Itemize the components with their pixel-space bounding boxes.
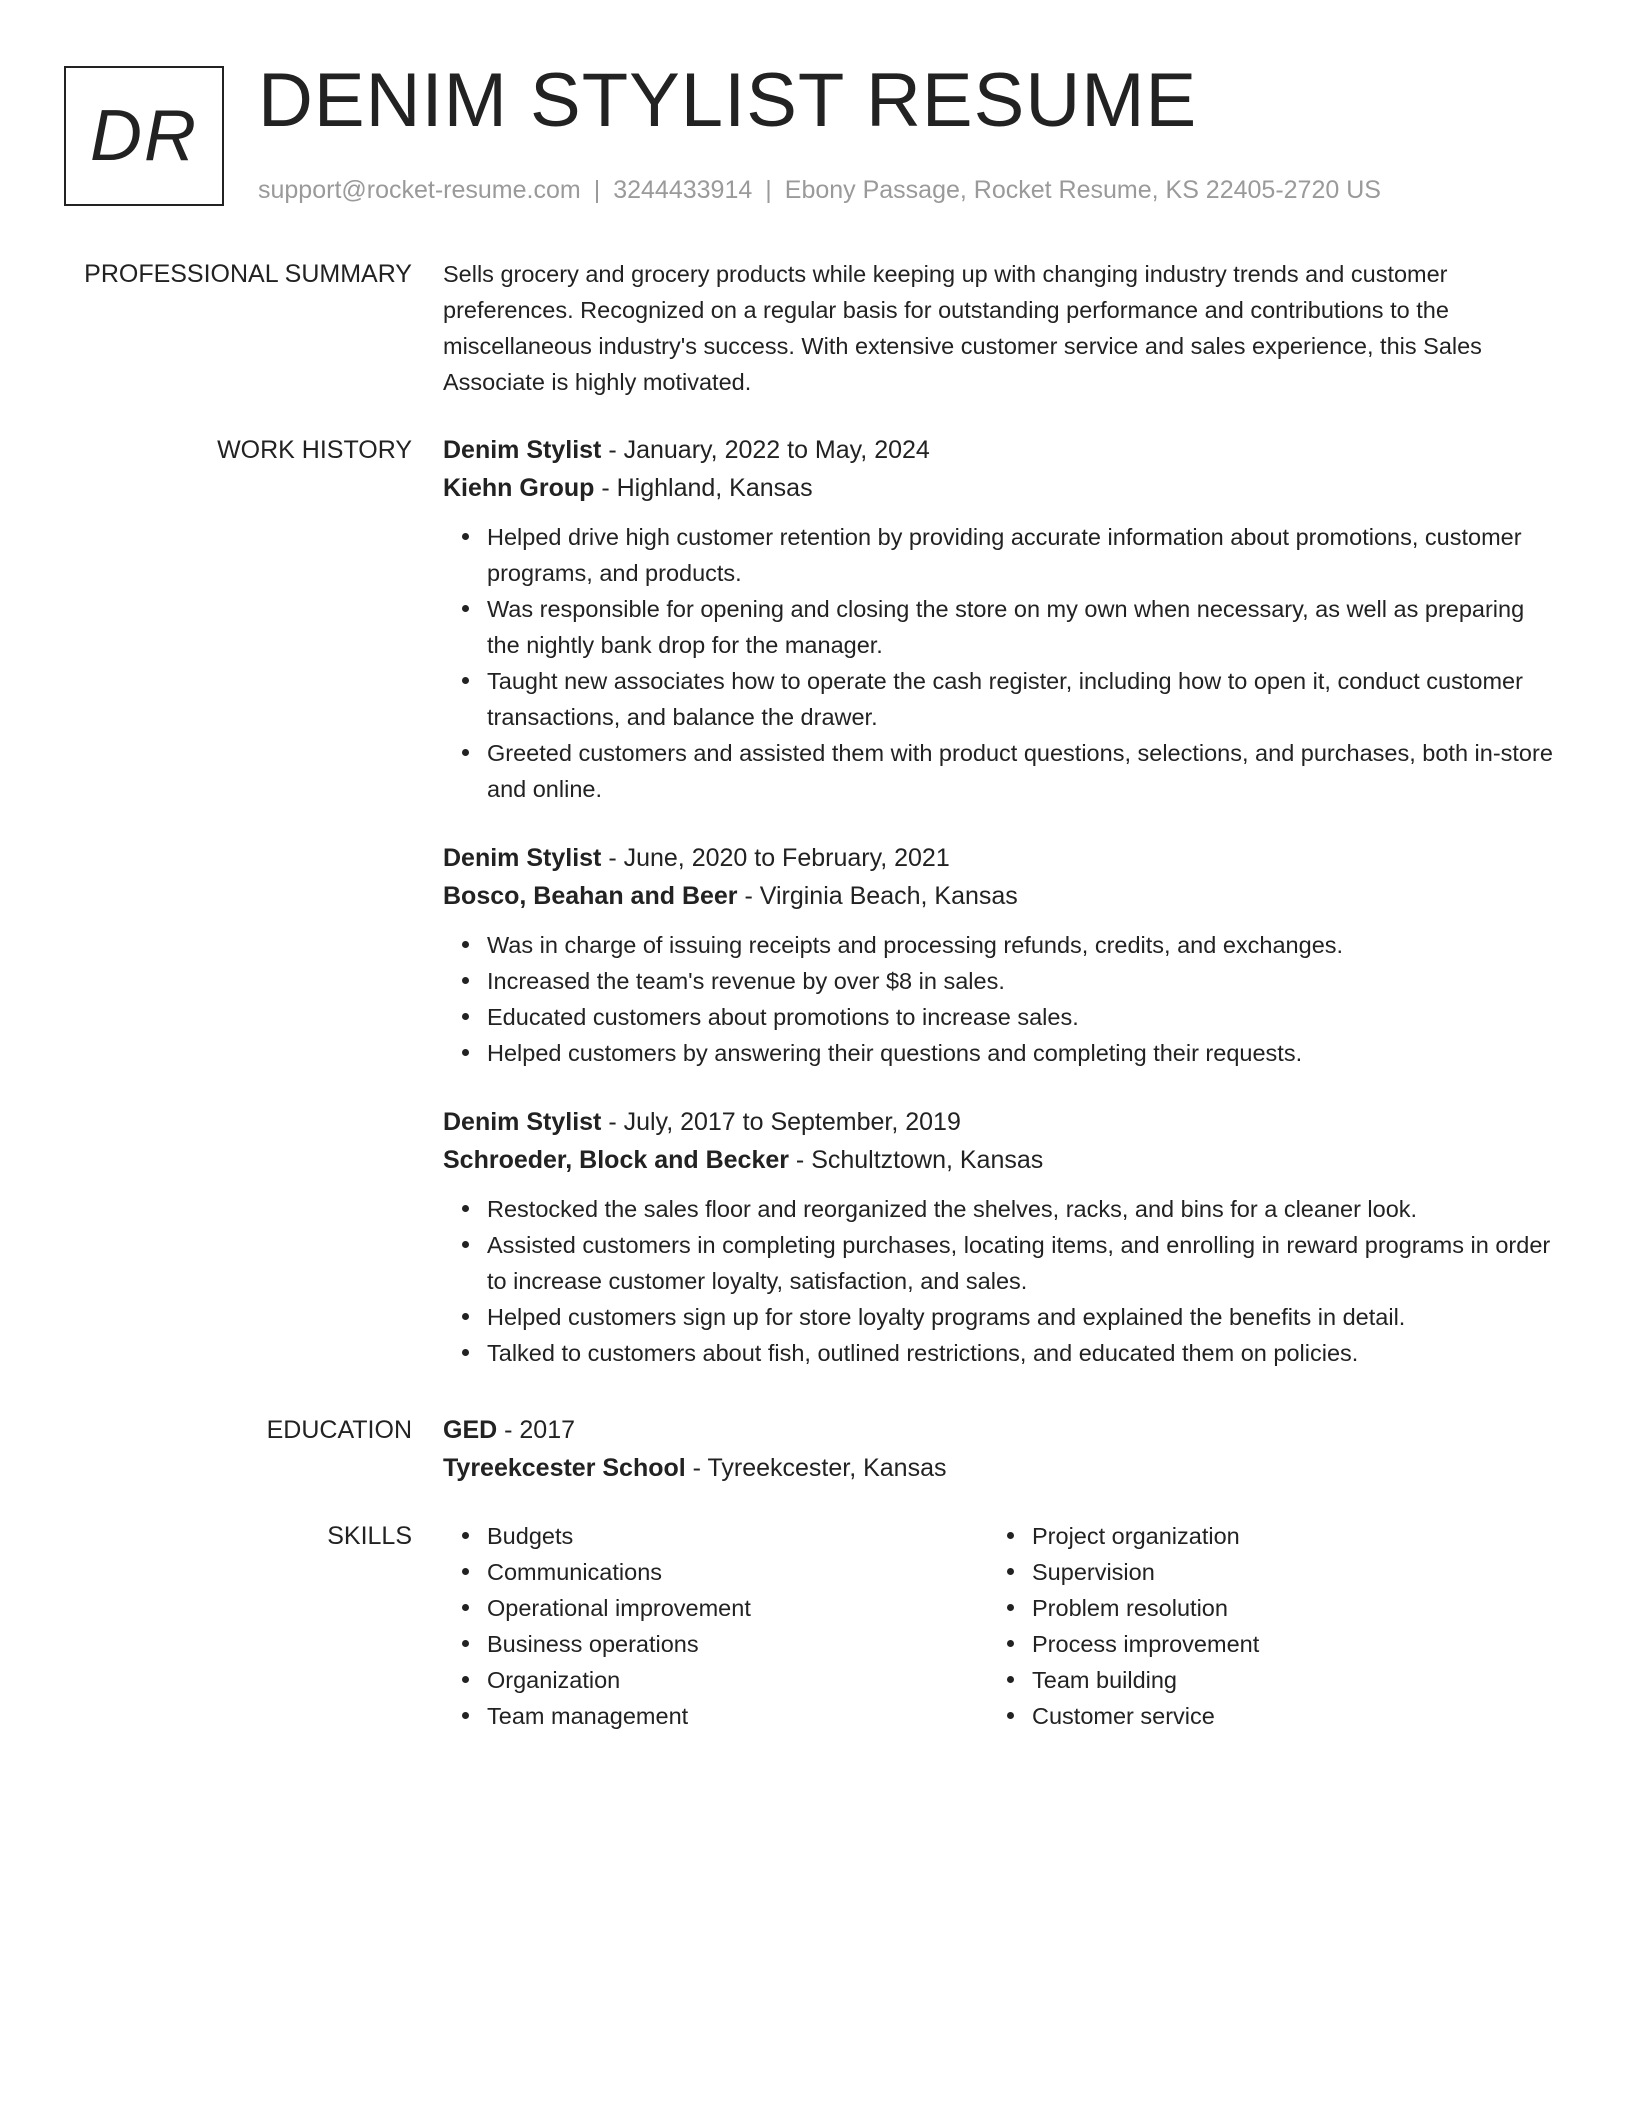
bullet-icon: [1007, 1568, 1014, 1575]
job-bullet-text: Assisted customers in completing purchases, locating items, and enrolling in reward programs in order to increase customer loyalty, satisfaction, and sales.: [487, 1232, 1551, 1294]
education-degree: GED: [443, 1416, 498, 1444]
education-year: - 2017: [497, 1416, 576, 1444]
skill-item: [1032, 1662, 1533, 1698]
contact-address: Ebony Passage, Rocket Resume, KS 22405-2720 US: [784, 176, 1381, 204]
skills-section: [443, 1518, 1563, 1734]
bullet-icon: [462, 1205, 469, 1212]
skill-item: [1032, 1698, 1533, 1734]
job-bullets: [443, 927, 1563, 1071]
job-bullet-text: Helped drive high customer retention by providing accurate information about promotions, customer programs, and products.: [487, 524, 1522, 586]
job-bullet-text: Was in charge of issuing receipts and processing refunds, credits, and exchanges.: [487, 932, 1344, 958]
skill-text: Project organization: [1032, 1523, 1240, 1549]
skill-text: Team building: [1032, 1667, 1178, 1693]
bullet-icon: [462, 1604, 469, 1611]
job-bullet-text: Helped customers by answering their questions and completing their requests.: [487, 1040, 1303, 1066]
job-location: - Schultztown, Kansas: [788, 1146, 1044, 1174]
job-company: Schroeder, Block and Becker: [443, 1146, 789, 1174]
bullet-icon: [1007, 1604, 1014, 1611]
job-bullet-text: Increased the team's revenue by over $8 in sales.: [487, 968, 1005, 994]
skill-item: [1032, 1590, 1533, 1626]
skill-item: [487, 1698, 988, 1734]
job-title: Denim Stylist: [443, 436, 602, 464]
job-bullet: [487, 591, 1563, 663]
education-school: Tyreekcester School: [443, 1454, 686, 1482]
job-company-line: [443, 1141, 1563, 1179]
job-bullet-text: Restocked the sales floor and reorganized the shelves, racks, and bins for a cleaner look.: [487, 1196, 1418, 1222]
job-bullet: [487, 1191, 1563, 1227]
job-bullet: [487, 735, 1563, 807]
job-bullet: [487, 1335, 1563, 1371]
education-school-line: [443, 1449, 1563, 1487]
bullet-icon: [462, 605, 469, 612]
job-title-line: [443, 839, 1563, 877]
job-entry: [443, 431, 1563, 807]
monogram-initials: DR: [90, 96, 198, 176]
bullet-icon: [462, 1568, 469, 1575]
education-heading: EDUCATION: [266, 1416, 412, 1444]
job-company: Bosco, Beahan and Beer: [443, 882, 738, 910]
skill-text: Communications: [487, 1559, 663, 1585]
work-history-heading: WORK HISTORY: [217, 436, 412, 464]
skill-text: Process improvement: [1032, 1631, 1260, 1657]
contact-line: [258, 172, 1381, 208]
bullet-icon: [462, 941, 469, 948]
bullet-icon: [1007, 1712, 1014, 1719]
bullet-icon: [462, 1349, 469, 1356]
job-bullet: [487, 927, 1563, 963]
bullet-icon: [1007, 1676, 1014, 1683]
skill-item: [1032, 1626, 1533, 1662]
monogram-box: [64, 66, 224, 206]
summary-heading: PROFESSIONAL SUMMARY: [84, 260, 412, 288]
skills-grid: [443, 1518, 1563, 1734]
job-bullet: [487, 519, 1563, 591]
job-bullets: [443, 1191, 1563, 1371]
bullet-icon: [462, 533, 469, 540]
education-degree-line: [443, 1411, 1563, 1449]
skill-item: [487, 1554, 988, 1590]
job-title-line: [443, 1103, 1563, 1141]
contact-separator: |: [593, 176, 601, 204]
resume-title: DENIM STYLIST RESUME: [258, 58, 1198, 143]
bullet-icon: [462, 1313, 469, 1320]
contact-separator: |: [765, 176, 772, 204]
bullet-icon: [462, 1013, 469, 1020]
skill-text: Operational improvement: [487, 1595, 751, 1621]
job-title: Denim Stylist: [443, 1108, 602, 1136]
skills-list-left: [443, 1518, 988, 1734]
contact-phone[interactable]: 3244433914: [613, 176, 753, 204]
job-dates: - June, 2020 to February, 2021: [601, 844, 950, 872]
work-history-section: [443, 431, 1563, 1395]
job-dates: - January, 2022 to May, 2024: [601, 436, 930, 464]
job-bullet: [487, 1035, 1563, 1071]
skill-text: Team management: [487, 1703, 689, 1729]
bullet-icon: [462, 1241, 469, 1248]
job-location: - Highland, Kansas: [594, 474, 813, 502]
job-title-line: [443, 431, 1563, 469]
job-bullet-text: Helped customers sign up for store loyalty programs and explained the benefits in detail.: [487, 1304, 1406, 1330]
education-location: - Tyreekcester, Kansas: [685, 1454, 947, 1482]
skill-item: [487, 1662, 988, 1698]
job-bullet: [487, 999, 1563, 1035]
job-bullet-text: Greeted customers and assisted them with product questions, selections, and purchases, both in-store and online.: [487, 740, 1553, 802]
bullet-icon: [462, 1712, 469, 1719]
bullet-icon: [462, 1049, 469, 1056]
skill-text: Customer service: [1032, 1703, 1215, 1729]
bullet-icon: [462, 1640, 469, 1647]
bullet-icon: [462, 977, 469, 984]
bullet-icon: [462, 677, 469, 684]
skill-text: Organization: [487, 1667, 621, 1693]
job-bullets: [443, 519, 1563, 807]
bullet-icon: [1007, 1640, 1014, 1647]
job-bullet-text: Educated customers about promotions to increase sales.: [487, 1004, 1079, 1030]
skill-text: Supervision: [1032, 1559, 1155, 1585]
education-section: [443, 1411, 1563, 1487]
skill-item: [487, 1590, 988, 1626]
job-bullet: [487, 963, 1563, 999]
skill-text: Problem resolution: [1032, 1595, 1228, 1621]
bullet-icon: [1007, 1532, 1014, 1539]
job-company: Kiehn Group: [443, 474, 595, 502]
skill-item: [487, 1518, 988, 1554]
skill-text: Business operations: [487, 1631, 699, 1657]
job-bullet-text: Was responsible for opening and closing the store on my own when necessary, as well as preparing the nightly bank drop for the manager.: [487, 596, 1525, 658]
summary-text: Sells grocery and grocery products while keeping up with changing industry trends and customer preferences. Recognized on a regular basis for outstanding performance and contributions to the miscellaneous industry's success. With extensive customer service and sales experience, this Sales Associate is highly motivated.: [443, 261, 1482, 395]
skill-text: Budgets: [487, 1523, 574, 1549]
job-location: - Virginia Beach, Kansas: [737, 882, 1018, 910]
bullet-icon: [462, 1676, 469, 1683]
job-bullet-text: Taught new associates how to operate the cash register, including how to open it, conduct customer transactions, and balance the drawer.: [487, 668, 1523, 730]
skills-heading: SKILLS: [327, 1522, 412, 1550]
job-dates: - July, 2017 to September, 2019: [601, 1108, 961, 1136]
bullet-icon: [462, 1532, 469, 1539]
job-bullet: [487, 1299, 1563, 1335]
skill-item: [487, 1626, 988, 1662]
job-entry: [443, 839, 1563, 1071]
contact-email[interactable]: support@rocket-resume.com: [258, 176, 581, 204]
skill-item: [1032, 1554, 1533, 1590]
job-entry: [443, 1103, 1563, 1371]
bullet-icon: [462, 749, 469, 756]
skills-list-right: [988, 1518, 1533, 1734]
job-bullet: [487, 1227, 1563, 1299]
job-bullet: [487, 663, 1563, 735]
skill-item: [1032, 1518, 1533, 1554]
job-company-line: [443, 469, 1563, 507]
summary-section: [443, 256, 1563, 400]
job-bullet-text: Talked to customers about fish, outlined restrictions, and educated them on policies.: [487, 1340, 1359, 1366]
job-title: Denim Stylist: [443, 844, 602, 872]
job-company-line: [443, 877, 1563, 915]
